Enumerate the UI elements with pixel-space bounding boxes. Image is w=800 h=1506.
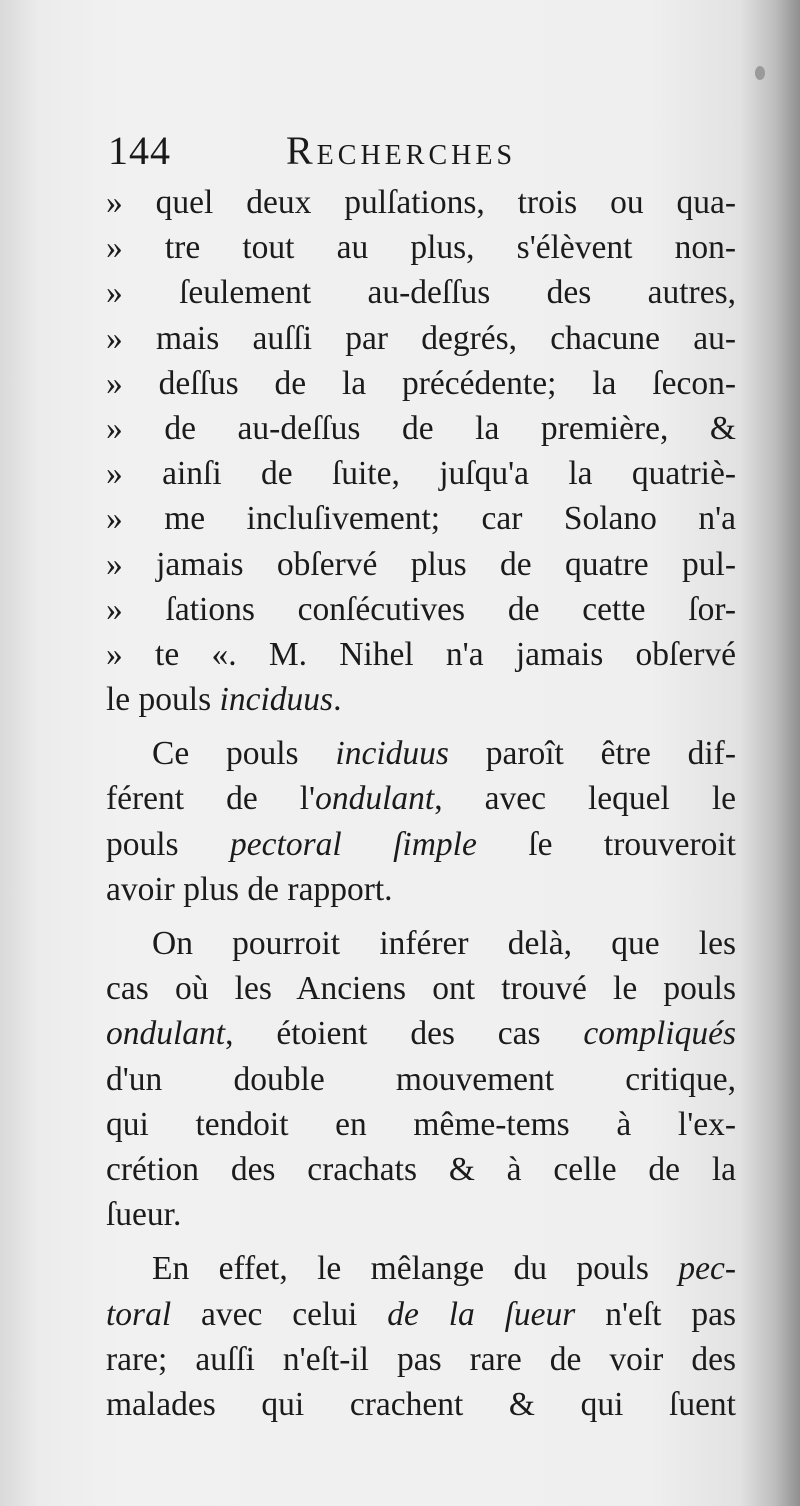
text-line: rare; auſſi n'eſt-il pas rare de voir des	[106, 1340, 736, 1378]
text-line: » te «. M. Nihel n'a jamais obſervé	[106, 635, 736, 673]
text-run: avec celui	[171, 1295, 388, 1333]
text-run: En effet, le mêlange du pouls	[152, 1250, 679, 1288]
body-text	[106, 180, 736, 1427]
text-line: crétion des crachats & à celle de la	[106, 1150, 736, 1188]
text-run: paroît être dif-	[448, 735, 736, 773]
italic-run: pec-	[678, 1250, 736, 1288]
italic-run: compliqués	[583, 1015, 736, 1053]
text-line	[106, 776, 736, 821]
text-line: » deſſus de la précédente; la ſecon-	[106, 364, 736, 402]
text-run: Ce pouls	[152, 735, 336, 773]
text-line: » ainſi de ſuite, juſqu'a la quatriè-	[106, 455, 736, 493]
text-line: d'un double mouvement critique,	[106, 1060, 736, 1098]
text-run: férent de l'	[106, 780, 316, 818]
text-run: , avec lequel le	[434, 780, 736, 818]
paragraph-gap	[106, 722, 736, 731]
text-line	[106, 1292, 736, 1337]
text-line: cas où les Anciens ont trouvé le pouls	[106, 970, 736, 1008]
text-line: qui tendoit en même-tems à l'ex-	[106, 1105, 736, 1143]
italic-run: de la ſueur	[387, 1295, 576, 1333]
italic-run: inciduus	[335, 735, 449, 773]
text-line	[106, 822, 736, 867]
text-line: » quel deux pulſations, trois ou qua-	[106, 184, 736, 221]
text-line: » me incluſivement; car Solano n'a	[106, 500, 736, 538]
paragraph-gap	[106, 912, 736, 921]
italic-run: pectoral ſimple	[230, 825, 477, 863]
text-line: ſueur.	[106, 1196, 182, 1234]
text-line	[106, 677, 736, 722]
italic-run: toral	[106, 1295, 172, 1333]
text-run: ſe trouveroit	[476, 825, 736, 863]
text-line: avoir plus de rapport.	[106, 870, 393, 908]
text-line: » tre tout au plus, s'élèvent non-	[106, 229, 736, 267]
paper-stain	[755, 66, 765, 80]
text-line	[106, 1246, 736, 1291]
page-header	[108, 128, 728, 174]
text-line: » jamais obſervé plus de quatre pul-	[106, 545, 736, 583]
text-line: malades qui crachent & qui ſuent	[106, 1385, 736, 1423]
text-line	[106, 1011, 736, 1056]
page-number: 144	[108, 128, 171, 173]
text-line	[106, 731, 736, 776]
text-run: n'eſt pas	[575, 1295, 736, 1333]
text-run: .	[333, 681, 342, 719]
running-title: Recherches	[286, 128, 517, 173]
paragraph-gap	[106, 1237, 736, 1246]
text-line: » ſations conſécutives de cette ſor-	[106, 590, 736, 628]
text-line: » ſeulement au-deſſus des autres,	[106, 274, 736, 312]
text-run: , étoient des cas	[225, 1015, 584, 1053]
italic-run: inciduus	[219, 681, 334, 719]
text-line: » de au-deſſus de la première, &	[106, 409, 736, 447]
italic-run: ondulant	[315, 780, 435, 818]
text-run: pouls	[106, 825, 231, 863]
text-line: On pourroit inférer delà, que les	[152, 925, 736, 962]
text-line: » mais auſſi par degrés, chacune au-	[106, 319, 736, 357]
italic-run: ondulant	[106, 1015, 226, 1053]
text-run: le pouls	[106, 681, 220, 719]
